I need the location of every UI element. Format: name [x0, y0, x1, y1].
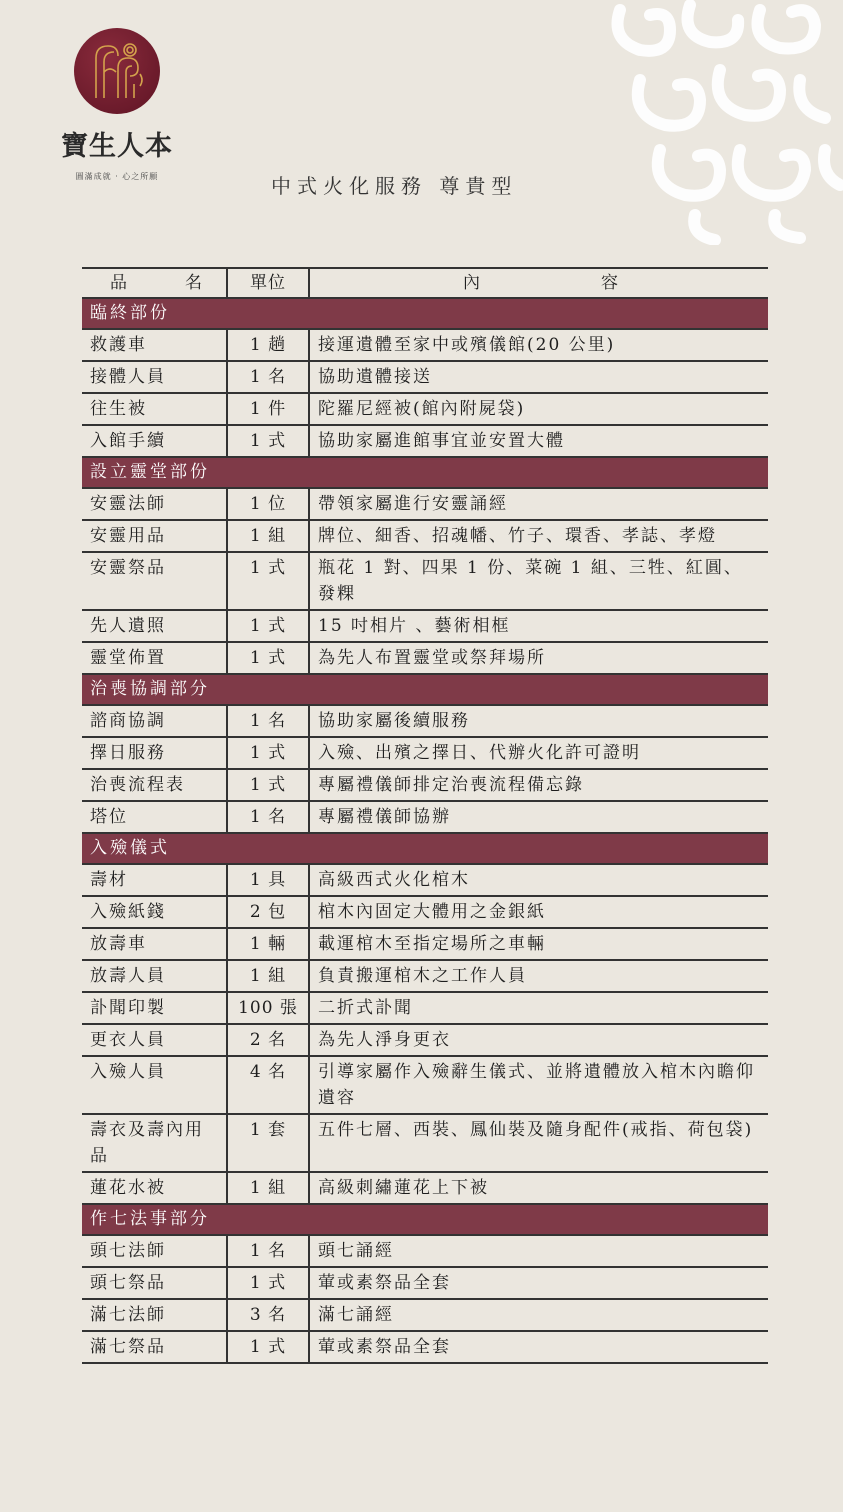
item-name-cell: 入殮人員 [82, 1056, 227, 1114]
item-name-cell: 塔位 [82, 801, 227, 833]
cloud-pattern-decoration [600, 0, 843, 245]
item-name-cell: 滿七祭品 [82, 1331, 227, 1363]
brand-slogan: 圓滿成就 · 心之所願 [75, 172, 159, 181]
table-row [82, 393, 768, 425]
table-row [82, 1331, 768, 1363]
unit-cell: 2 名 [227, 1024, 309, 1056]
logo-emblem [74, 28, 160, 114]
header-item-name [82, 268, 227, 298]
table-row [82, 1024, 768, 1056]
item-name-cell: 諮商協調 [82, 705, 227, 737]
item-name-cell: 靈堂佈置 [82, 642, 227, 674]
unit-cell: 1 式 [227, 642, 309, 674]
item-name-cell: 訃聞印製 [82, 992, 227, 1024]
table-row [82, 1056, 768, 1114]
table-header-row [82, 268, 768, 298]
content-cell: 協助遺體接送 [309, 361, 768, 393]
header-item-name-char2: 名 [185, 273, 204, 293]
unit-cell: 3 名 [227, 1299, 309, 1331]
content-cell: 高級刺繡蓮花上下被 [309, 1172, 768, 1204]
section-title: 治喪協調部分 [82, 674, 768, 705]
item-name-cell: 頭七祭品 [82, 1267, 227, 1299]
content-cell: 帶領家屬進行安靈誦經 [309, 488, 768, 520]
item-name-cell: 先人遺照 [82, 610, 227, 642]
section-title: 入殮儀式 [82, 833, 768, 864]
unit-cell: 1 式 [227, 769, 309, 801]
content-cell: 接運遺體至家中或殯儀館(20 公里) [309, 329, 768, 361]
content-cell: 五件七層、西裝、鳳仙裝及隨身配件(戒指、荷包袋) [309, 1114, 768, 1172]
unit-cell: 1 式 [227, 1331, 309, 1363]
table-row [82, 642, 768, 674]
item-name-cell: 蓮花水被 [82, 1172, 227, 1204]
item-name-cell: 壽衣及壽內用品 [82, 1114, 227, 1172]
section-header-row [82, 674, 768, 705]
table-row [82, 769, 768, 801]
unit-cell: 1 名 [227, 1235, 309, 1267]
table-row [82, 992, 768, 1024]
item-name-cell: 放壽人員 [82, 960, 227, 992]
unit-cell: 1 位 [227, 488, 309, 520]
content-cell: 葷或素祭品全套 [309, 1331, 768, 1363]
table-row [82, 610, 768, 642]
table-row [82, 1267, 768, 1299]
section-title: 設立靈堂部份 [82, 457, 768, 488]
content-cell: 牌位、細香、招魂幡、竹子、環香、孝誌、孝燈 [309, 520, 768, 552]
item-name-cell: 擇日服務 [82, 737, 227, 769]
item-name-cell: 放壽車 [82, 928, 227, 960]
item-name-cell: 壽材 [82, 864, 227, 896]
item-name-cell: 往生被 [82, 393, 227, 425]
emblem-swirl-icon [74, 28, 160, 114]
table-row [82, 1172, 768, 1204]
unit-cell: 1 件 [227, 393, 309, 425]
header-content-char2: 容 [601, 273, 620, 293]
section-header-row [82, 457, 768, 488]
table-row [82, 960, 768, 992]
content-cell: 滿七誦經 [309, 1299, 768, 1331]
content-cell: 專屬禮儀師協辦 [309, 801, 768, 833]
table-row [82, 425, 768, 457]
content-cell: 陀羅尼經被(館內附屍袋) [309, 393, 768, 425]
unit-cell: 1 式 [227, 737, 309, 769]
table-row [82, 928, 768, 960]
content-cell: 二折式訃聞 [309, 992, 768, 1024]
page-title: 中式火化服務 尊貴型 [271, 174, 518, 198]
table-row [82, 737, 768, 769]
content-cell: 入殮、出殯之擇日、代辦火化許可證明 [309, 737, 768, 769]
content-cell: 15 吋相片 、藝術相框 [309, 610, 768, 642]
content-cell: 為先人淨身更衣 [309, 1024, 768, 1056]
table-row [82, 1114, 768, 1172]
item-name-cell: 頭七法師 [82, 1235, 227, 1267]
section-header-row [82, 833, 768, 864]
service-price-table [82, 267, 768, 1364]
item-name-cell: 救護車 [82, 329, 227, 361]
item-name-cell: 安靈用品 [82, 520, 227, 552]
section-header-row [82, 1204, 768, 1235]
unit-cell: 1 組 [227, 960, 309, 992]
item-name-cell: 安靈法師 [82, 488, 227, 520]
content-cell: 高級西式火化棺木 [309, 864, 768, 896]
unit-cell: 1 式 [227, 1267, 309, 1299]
table-row [82, 329, 768, 361]
table-row [82, 361, 768, 393]
item-name-cell: 入館手續 [82, 425, 227, 457]
unit-cell: 1 組 [227, 1172, 309, 1204]
item-name-cell: 安靈祭品 [82, 552, 227, 610]
content-cell: 葷或素祭品全套 [309, 1267, 768, 1299]
unit-cell: 1 套 [227, 1114, 309, 1172]
section-title: 臨終部份 [82, 298, 768, 329]
table-row [82, 1235, 768, 1267]
content-cell: 瓶花 1 對、四果 1 份、菜碗 1 組、三牲、紅圓、發粿 [309, 552, 768, 610]
unit-cell: 2 包 [227, 896, 309, 928]
table-row [82, 705, 768, 737]
content-cell: 協助家屬後續服務 [309, 705, 768, 737]
content-cell: 專屬禮儀師排定治喪流程備忘錄 [309, 769, 768, 801]
table-row [82, 552, 768, 610]
table-row [82, 864, 768, 896]
table-row [82, 1299, 768, 1331]
item-name-cell: 接體人員 [82, 361, 227, 393]
item-name-cell: 更衣人員 [82, 1024, 227, 1056]
item-name-cell: 入殮紙錢 [82, 896, 227, 928]
table-row [82, 896, 768, 928]
item-name-cell: 治喪流程表 [82, 769, 227, 801]
unit-cell: 1 組 [227, 520, 309, 552]
item-name-cell: 滿七法師 [82, 1299, 227, 1331]
content-cell: 載運棺木至指定場所之車輛 [309, 928, 768, 960]
content-cell: 為先人布置靈堂或祭拜場所 [309, 642, 768, 674]
header-item-name-char1: 品 [110, 273, 129, 293]
table-row [82, 488, 768, 520]
unit-cell: 1 名 [227, 361, 309, 393]
brand-logo [52, 28, 182, 182]
content-cell: 頭七誦經 [309, 1235, 768, 1267]
unit-cell: 4 名 [227, 1056, 309, 1114]
table-row [82, 801, 768, 833]
unit-cell: 1 式 [227, 610, 309, 642]
unit-cell: 1 式 [227, 552, 309, 610]
section-title: 作七法事部分 [82, 1204, 768, 1235]
brand-name: 寶生人本 [61, 131, 173, 162]
unit-cell: 1 趟 [227, 329, 309, 361]
content-cell: 棺木內固定大體用之金銀紙 [309, 896, 768, 928]
header-content-char1: 內 [463, 273, 482, 293]
table-row [82, 520, 768, 552]
section-header-row [82, 298, 768, 329]
header-content [309, 268, 768, 298]
unit-cell: 1 具 [227, 864, 309, 896]
unit-cell: 1 名 [227, 705, 309, 737]
unit-cell: 100 張 [227, 992, 309, 1024]
content-cell: 負責搬運棺木之工作人員 [309, 960, 768, 992]
unit-cell: 1 名 [227, 801, 309, 833]
content-cell: 協助家屬進館事宜並安置大體 [309, 425, 768, 457]
unit-cell: 1 輛 [227, 928, 309, 960]
unit-cell: 1 式 [227, 425, 309, 457]
header-unit: 單位 [227, 268, 309, 298]
content-cell: 引導家屬作入殮辭生儀式、並將遺體放入棺木內瞻仰遺容 [309, 1056, 768, 1114]
